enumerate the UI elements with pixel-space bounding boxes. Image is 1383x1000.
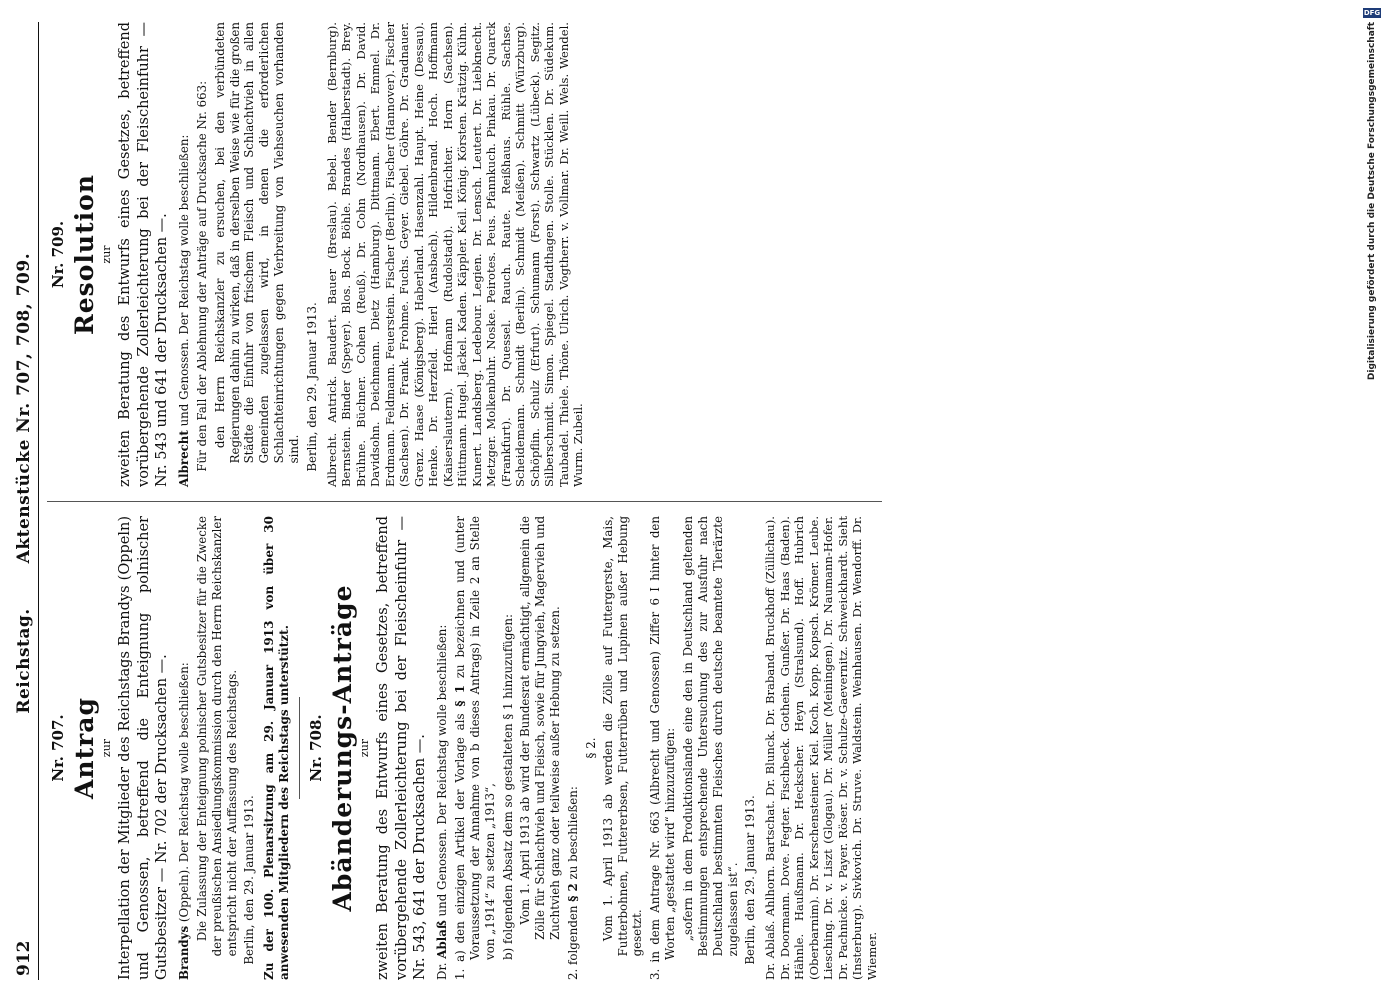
nr708-item1a-para: § 1 bbox=[453, 685, 467, 707]
nr708-item2-start: 2. folgenden bbox=[566, 901, 581, 980]
nr707-subject: Interpellation der Mitglieder des Reichstags Brandys (Oppeln) und Genossen, betreffend die Enteignung polnischer Gutsbesitzer — Nr. 702 der Drucksachen —. bbox=[117, 516, 170, 980]
dfg-logo: DFG bbox=[1363, 9, 1381, 17]
columns bbox=[47, 22, 882, 980]
section-nr-709 bbox=[49, 22, 586, 487]
nr709-intro-bold: Albrecht bbox=[177, 430, 192, 487]
nr707-number: Nr. 707. bbox=[49, 714, 67, 782]
nr708-item2 bbox=[566, 516, 581, 980]
nr708-item2-para: § 2 bbox=[566, 883, 581, 902]
header-left-title: Reichstag. bbox=[14, 608, 34, 714]
nr709-zur: zur bbox=[100, 245, 114, 264]
nr709-intro-rest: und Genossen. Der Reichstag wolle beschließen: bbox=[177, 134, 192, 431]
nr707-title: Antrag bbox=[69, 697, 99, 799]
nr707-text: Die Zulassung der Enteignung polnischer Gutsbesitzer für die Zwecke der preußischen Ansiedlungskommission durch den Herrn Reichskanzler entspricht nicht der Auffassung des Reichstags. bbox=[194, 516, 239, 957]
nr708-subject: zweiten Beratung des Entwurfs eines Gesetzes, betreffend vorübergehende Zollerleichterung bei der Fleischeinfuhr — Nr. 543, 641 der Drucksachen —. bbox=[375, 516, 428, 980]
nr709-subject: zweiten Beratung des Entwurfs eines Gesetzes, betreffend vorübergehende Zollerleichterung bei der Fleischeinfuhr — Nr. 543 und 641 der Drucksachen —. bbox=[117, 22, 170, 487]
nr709-intro bbox=[177, 22, 192, 487]
nr708-intro-prefix: Dr. bbox=[435, 958, 450, 980]
section-nr-707 bbox=[49, 516, 292, 980]
nr708-para2-heading: § 2. bbox=[583, 737, 598, 759]
right-column bbox=[47, 22, 882, 501]
nr708-number: Nr. 708. bbox=[307, 714, 326, 782]
header-center-title: Aktenstücke Nr. 707, 708, 709. bbox=[14, 252, 34, 564]
header-rule bbox=[38, 22, 39, 980]
nr707-notice: Zu der 100. Plenarsitzung am 29. Januar 1913 von über 30 anwesenden Mitgliedern des Reichstags unterstützt. bbox=[262, 516, 292, 980]
nr708-item1a-start: 1. a) den einzigen Artikel der Vorlage als bbox=[453, 706, 467, 980]
nr708-item1a-end: zu bezeichnen und (unter Voraussetzung der Annahme von b dieses Antrags) in Zeile 2 an Stelle von „1914“ zu setzen „1913“, bbox=[453, 516, 497, 960]
nr708-item1a bbox=[453, 516, 498, 980]
nr708-date: Berlin, den 29. Januar 1913. bbox=[743, 795, 758, 965]
credit-text: Digitalisierung gefördert durch die Deutsche Forschungsgemeinschaft bbox=[1367, 22, 1377, 381]
nr708-intro bbox=[435, 516, 450, 980]
nr708-item3-text: „sofern in dem Produktionslande eine den in Deutschland geltenden Bestimmungen entsprechende Untersuchung des zur Ausfuhr nach Deutschland bestimmten Fleisches durch deutsche beamtete Tierärzte zugelassen ist“. bbox=[681, 516, 740, 957]
nr709-date: Berlin, den 29. Januar 1913. bbox=[304, 302, 319, 472]
page-header bbox=[8, 22, 38, 980]
nr708-zur: zur bbox=[358, 738, 372, 758]
nr708-item2-end: zu beschließen: bbox=[566, 786, 581, 884]
nr708-item2-text: Vom 1. April 1913 ab werden die Zölle auf Futtergerste, Mais, Futterbohnen, Futtererbsen, Futterrüben und Lupinen außer Hebung gesetzt. bbox=[600, 516, 645, 957]
nr707-mover: Brandys bbox=[177, 925, 192, 980]
digitization-credit bbox=[1365, 8, 1379, 992]
nr708-item1b: b) folgenden Absatz dem so gestalteten § 1 hinzuzufügen: bbox=[500, 614, 515, 960]
nr708-intro-rest: und Genossen. Der Reichstag wolle beschließen: bbox=[435, 624, 450, 921]
page-number: 912 bbox=[14, 940, 34, 976]
nr709-case: Für den Fall der Ablehnung der Anträge auf Drucksache Nr. 663: bbox=[194, 80, 209, 472]
nr709-text: den Herrn Reichskanzler zu ersuchen, bei den verbündeten Regierungen dahin zu wirken, daß in derselben Weise wie für die großen Städte die Einfuhr von frischem Fleisch und Schlachtvieh in allen Gemeinden zugelassen wird, in denen die erforderlichen Schlachteinrichtungen gegen Verbreitung von Viehseuchen vorhanden sind. bbox=[212, 22, 302, 464]
nr708-item1b-text: Vom 1. April 1913 ab wird der Bundesrat ermächtigt, allgemein die Zölle für Schlachtvieh und Fleisch, sowie für Jungvieh, Magervieh und Zuchtvieh ganz oder teilweise außer Hebung zu setzen. bbox=[518, 516, 563, 940]
nr709-signers: Albrecht. Antrick. Baudert. Bauer (Breslau). Bebel. Bender (Bernburg). Bernstein. Binder (Speyer). Blos. Bock. Böhle. Brandes (Halberstadt). Brey. Brühne. Büchner. Cohen (Reuß). Dr. Cohn (Nordhausen). Dr. David. Davidsohn. Deichmann. Dietz (Hamburg). Dittmann. Ebert. Emmel. Dr. Erdmann. Feldmann. Feuerstein. Fischer (Berlin). Fischer (Hannover). Fischer (Sachsen). Dr. Frank. Frohme. Fuchs. Geyer. Giebel. Göhre. Dr. Gradnauer. Grenz. Haase (Königsberg). Haberland. Hasenzahl. Haupt. Heine (Dessau). Henke. Dr. Herzfeld. Hierl (Ansbach). Hildenbrand. Hoch. Hoffmann (Kaiserslautern). Hofmann (Rudolstadt). Hofrichter. Horn (Sachsen). Hüttmann. Hugel. Jäckel. Kaden. Käppler. Keil. König. Körsten. Krätzig. Kühn. Kunert. Landsberg. Ledebour. Legien. Dr. Lensch. Leutert. Dr. Liebknecht. Metzger. Molkenbuhr. Noske. Peirotes. Peus. Pfannkuch. Pinkau. Dr. Quarck (Frankfurt). Dr. Quessel. Rauch. Raute. Reißhaus. Rühle. Sachse. Scheidemann. Schmidt (Berlin). Schmidt (Meißen). Schmitt (Würzburg). Schöpflin. Schulz (Erfurt). Schumann (Forst). Schwartz (Lübeck). Segitz. Silberschmidt. Simon. Spiegel. Stadthagen. Stolle. Stücklen. Dr. Südekum. Taubadel. Thiele. Thöne. Ulrich. Vogtherr. v. Vollmar. Dr. Weill. Wels. Wendel. Wurm. Zubeil. bbox=[324, 22, 586, 487]
nr708-intro-bold: Ablaß bbox=[435, 920, 450, 959]
nr708-title: Abänderungs-Anträge bbox=[327, 584, 357, 912]
nr708-item3: 3. in dem Antrage Nr. 663 (Albrecht und Genossen) Ziffer 6 I hinter den Worten „gestattet wird“ hinzuzufügen: bbox=[648, 516, 678, 980]
nr709-title: Resolution bbox=[69, 174, 99, 336]
left-column bbox=[47, 501, 882, 980]
nr707-date: Berlin, den 29. Januar 1913. bbox=[242, 795, 257, 965]
nr707-mover-rest: (Oppeln). Der Reichstag wolle beschließen: bbox=[177, 662, 192, 926]
section-nr-708 bbox=[307, 516, 879, 980]
section-separator bbox=[299, 697, 300, 799]
nr709-number: Nr. 709. bbox=[49, 220, 67, 289]
nr708-signers: Dr. Ablaß. Ahlhorn. Bartschat. Dr. Blunck. Dr. Braband. Bruckhoff (Züllichau). Dr. Doormann. Dove. Fegter. Fischbeck. Gothein. Gunßer. Dr. Haas (Baden). Hähnle. Haußmann. Dr. Heckscher. Heyn (Stralsund). Hoff. Hubrich (Oberbarnim). Dr. Kerschensteiner. Kiel. Koch. Kopp. Kopsch. Krömer. Leube. Liesching. Dr. v. Liszt (Glogau). Dr. Müller (Meiningen). Dr. Naumann-Hofer. Dr. Pachnicke. v. Payer. Röser. Dr. v. Schulze-Gaevernitz. Schweickhardt. Sieht (Insterburg). Sivkovich. Dr. Struve. Waldstein. Weinhausen. Dr. Wendorff. Dr. Wiemer. bbox=[763, 516, 879, 980]
header-title bbox=[14, 26, 34, 941]
nr707-mover-line bbox=[177, 516, 192, 980]
nr707-zur: zur bbox=[100, 738, 114, 758]
